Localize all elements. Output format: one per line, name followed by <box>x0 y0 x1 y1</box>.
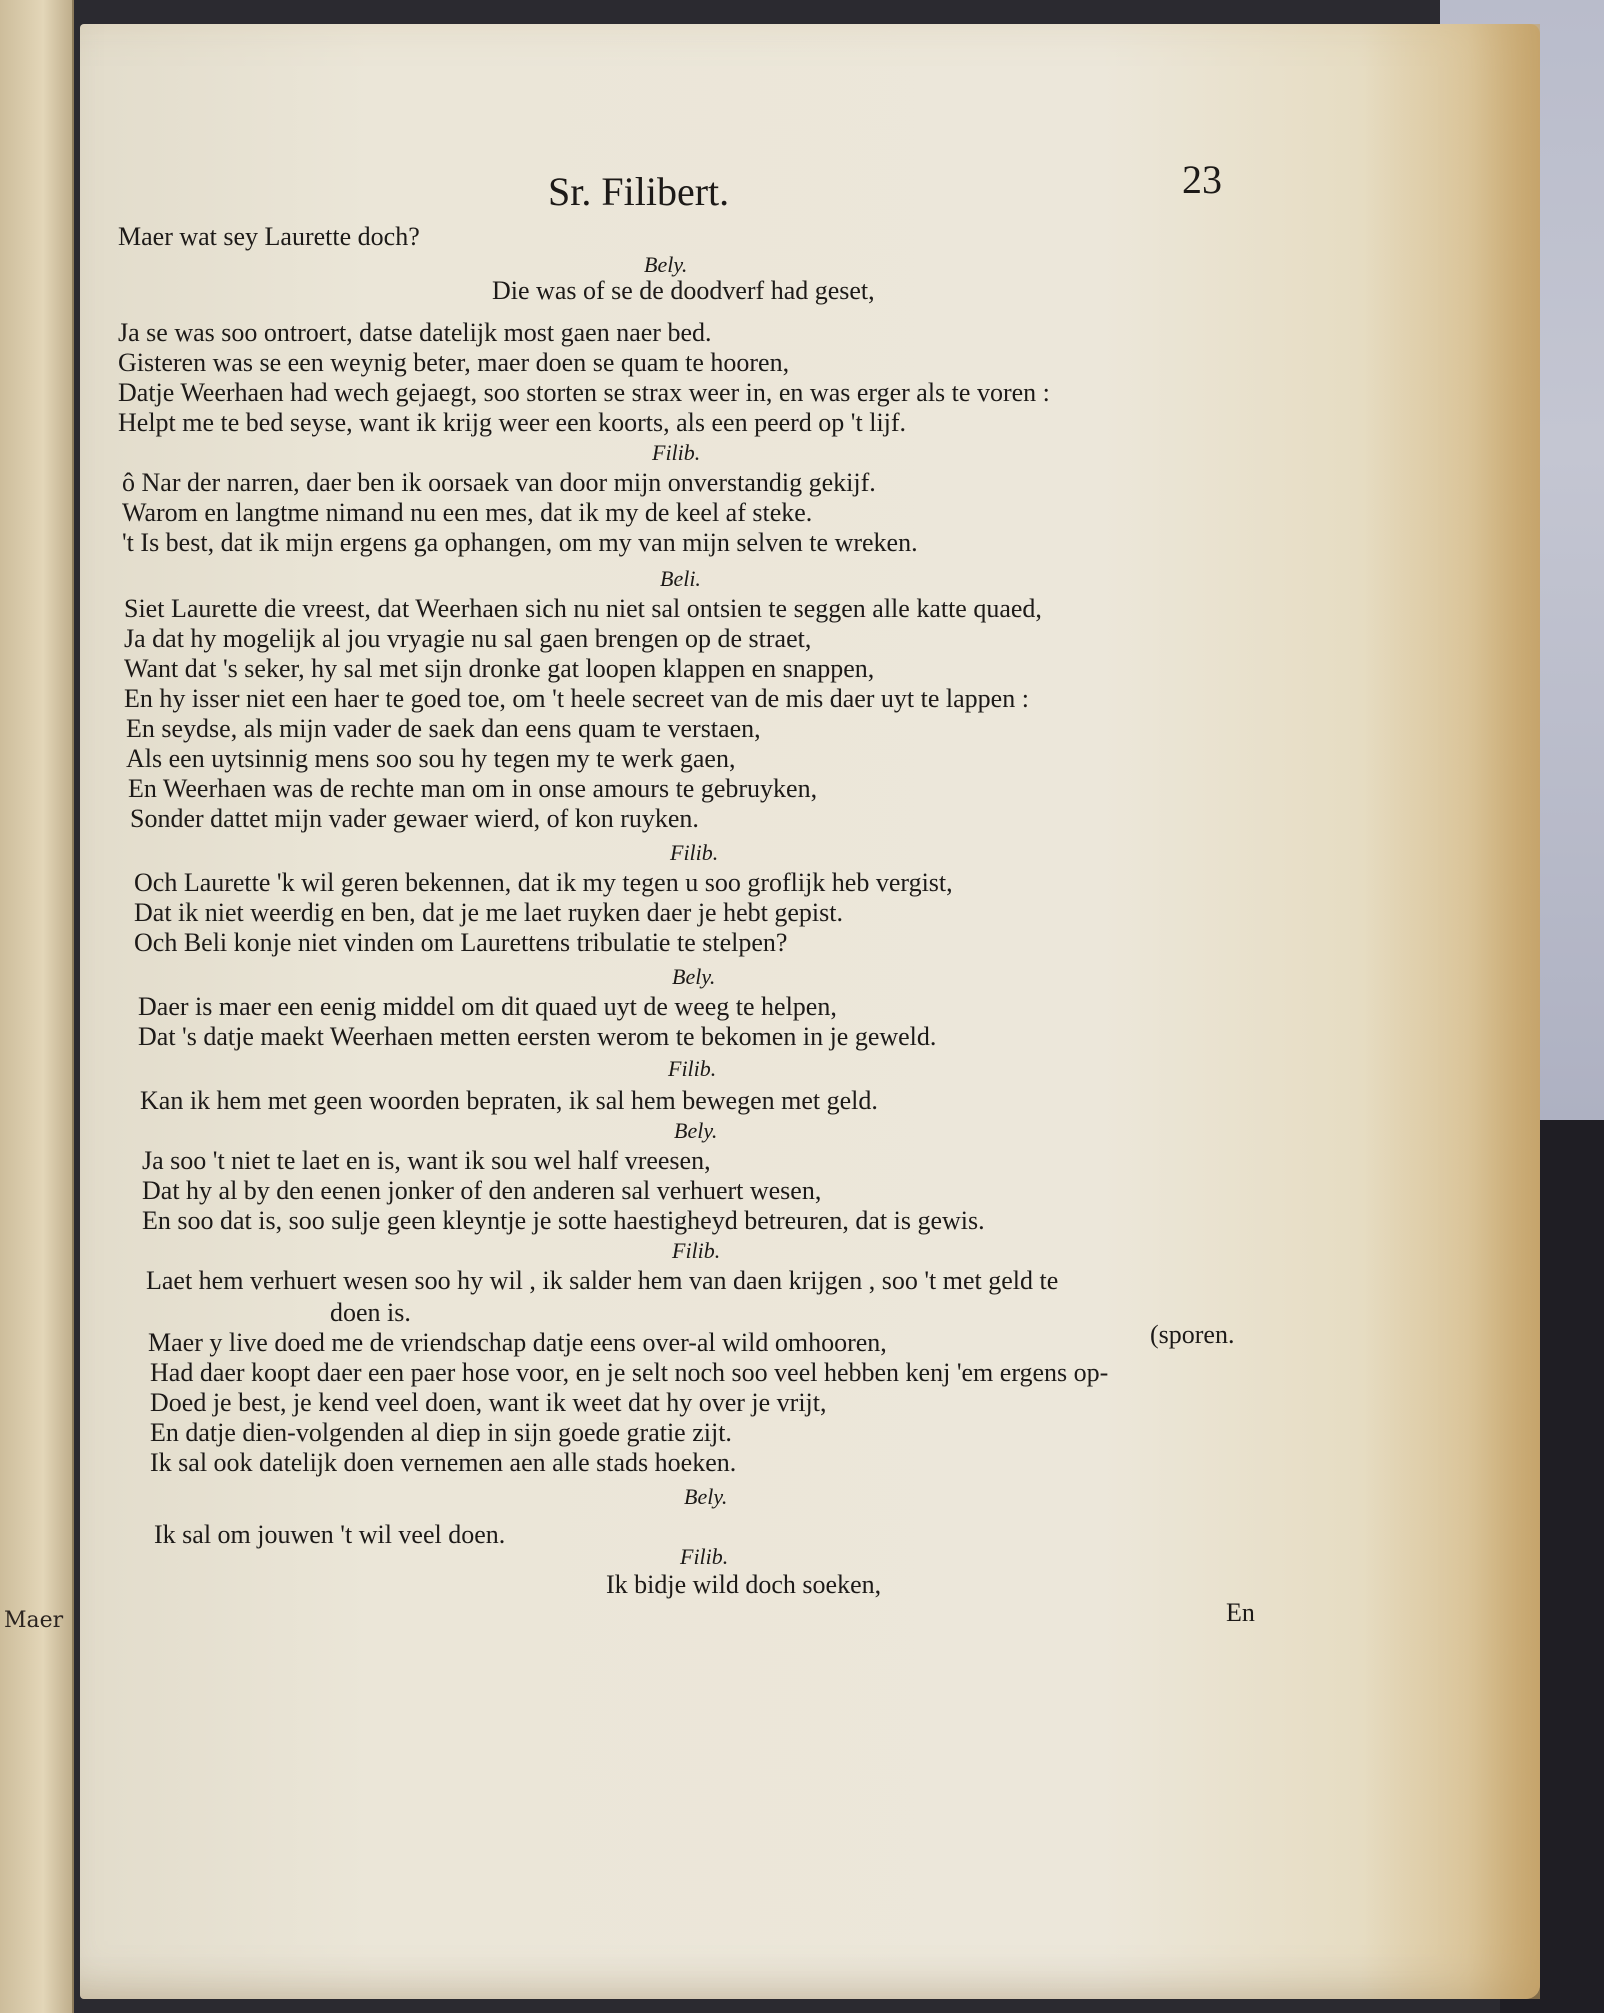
text-line: Och Laurette 'k wil geren bekennen, dat ik my tegen u soo groflijk heb vergist, <box>134 868 953 897</box>
text-line: Laet hem verhuert wesen soo hy wil , ik salder hem van daen krijgen , soo 't met geld te <box>146 1266 1059 1295</box>
text-line: Ja soo 't niet te laet en is, want ik sou wel half vreesen, <box>142 1146 711 1175</box>
speaker-name: Bely. <box>684 1484 728 1509</box>
text-line: Dat ik niet weerdig en ben, dat je me laet ruyken daer je hebt gepist. <box>134 898 843 927</box>
text-line: Doed je best, je kend veel doen, want ik weet dat hy over je vrijt, <box>150 1388 827 1417</box>
speaker-name: Filib. <box>670 840 719 865</box>
text-line: Daer is maer een eenig middel om dit quaed uyt de weeg te helpen, <box>138 992 837 1021</box>
speaker-name: Bely. <box>644 252 688 277</box>
text-line: Ik sal ook datelijk doen vernemen aen alle stads hoeken. <box>150 1448 737 1477</box>
text-line: Och Beli konje niet vinden om Laurettens tribulatie te stelpen? <box>134 928 788 957</box>
speaker-name: Filib. <box>668 1056 717 1081</box>
text-line: Datje Weerhaen had wech gejaegt, soo storten se strax weer in, en was erger als te voren : <box>118 378 1050 407</box>
text-line: Helpt me te bed seyse, want ik krijg weer een koorts, als een peerd op 't lijf. <box>118 408 907 437</box>
text-line: En seydse, als mijn vader de saek dan eens quam te verstaen, <box>126 714 761 743</box>
text-line: Kan ik hem met geen woorden bepraten, ik sal hem bewegen met geld. <box>140 1086 878 1115</box>
text-line: Maer wat sey Laurette doch? <box>118 222 420 251</box>
text-line: Dat 's datje maekt Weerhaen metten eersten werom te bekomen in je geweld. <box>138 1022 937 1051</box>
running-title: Sr. Filibert. <box>548 169 730 214</box>
text-line: Sonder dattet mijn vader gewaer wierd, of kon ruyken. <box>130 804 699 833</box>
text-line: Siet Laurette die vreest, dat Weerhaen sich nu niet sal ontsien te seggen alle katte quaed, <box>124 594 1042 623</box>
text-line: Warom en langtme nimand nu een mes, dat ik my de keel af steke. <box>122 498 813 527</box>
text-line: ô Nar der narren, daer ben ik oorsaek van door mijn onverstandig gekijf. <box>122 468 876 497</box>
text-line: En soo dat is, soo sulje geen kleyntje je sotte haestigheyd betreuren, dat is gewis. <box>142 1206 985 1235</box>
text-line: 't Is best, dat ik mijn ergens ga ophangen, om my van mijn selven te wreken. <box>122 528 918 557</box>
text-line: Want dat 's seker, hy sal met sijn dronke gat loopen klappen en snappen, <box>124 654 875 683</box>
text-line: Ik bidje wild doch soeken, <box>606 1570 882 1599</box>
text-line: Had daer koopt daer een paer hose voor, en je selt noch soo veel hebben kenj 'em ergens op- <box>150 1358 1109 1387</box>
catchword: En <box>1226 1598 1255 1627</box>
text-line: Als een uytsinnig mens soo sou hy tegen my te werk gaen, <box>126 744 736 773</box>
text-line: En datje dien-volgenden al diep in sijn goede gratie zijt. <box>150 1418 732 1447</box>
page-number: 23 <box>1182 157 1222 202</box>
text-line: En hy isser niet een haer te goed toe, om 't heele secreet van de mis daer uyt te lappen : <box>124 684 1029 713</box>
speaker-name: Bely. <box>674 1118 718 1143</box>
speaker-name: Filib. <box>652 440 701 465</box>
text-line: Die was of se de doodverf had geset, <box>492 276 875 305</box>
text-line: Gisteren was se een weynig beter, maer doen se quam te hooren, <box>118 348 790 377</box>
text-line: Maer y live doed me de vriendschap datje eens over-al wild omhooren, <box>148 1328 887 1357</box>
text-line: doen is. <box>330 1298 411 1327</box>
text-line: Ja dat hy mogelijk al jou vryagie nu sal gaen brengen op de straet, <box>124 624 812 653</box>
speaker-name: Bely. <box>672 964 716 989</box>
speaker-name: Filib. <box>672 1238 721 1263</box>
speaker-name: Beli. <box>660 566 701 591</box>
speaker-name: Filib. <box>680 1544 729 1569</box>
text-line: Ik sal om jouwen 't wil veel doen. <box>154 1520 506 1549</box>
text-line: Ja se was soo ontroert, datse datelijk most gaen naer bed. <box>118 318 712 347</box>
text-line: (sporen. <box>1150 1320 1235 1349</box>
text-line: En Weerhaen was de rechte man om in onse amours te gebruyken, <box>128 774 818 803</box>
text-line: Dat hy al by den eenen jonker of den anderen sal verhuert wesen, <box>142 1176 822 1205</box>
facing-page-catchword: Maer <box>4 1608 64 1633</box>
